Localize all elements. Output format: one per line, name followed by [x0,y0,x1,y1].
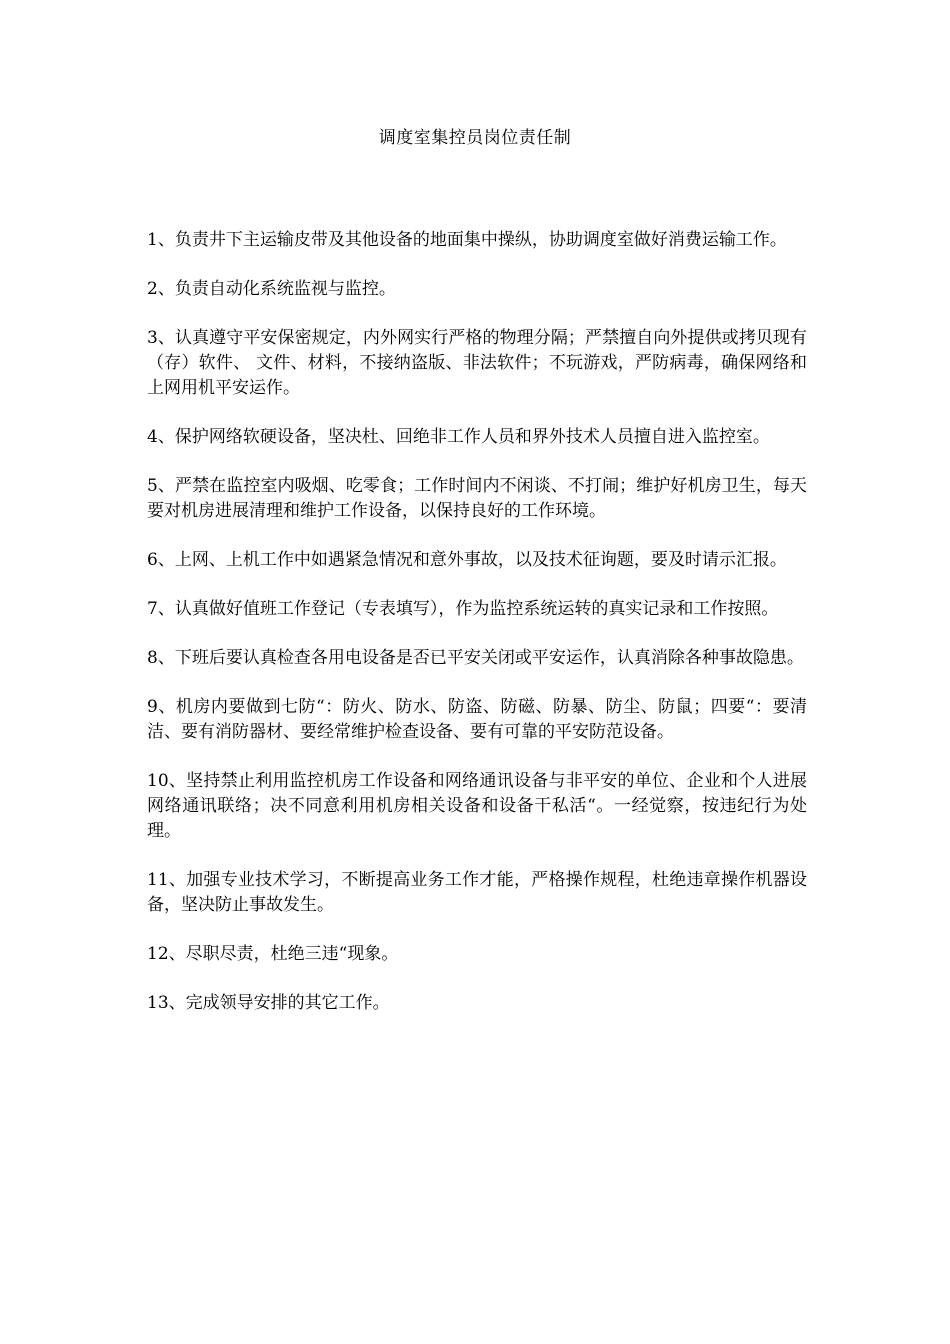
duty-item-13: 13、完成领导安排的其它工作。 [147,993,390,1013]
duty-item-11: 11、加强专业技术学习，不断提高业务工作才能，严格操作规程，杜绝违章操作机器设备，坚决防止事故发生。 [147,870,807,915]
duty-list [147,228,807,1040]
duty-item-6: 6、上网、上机工作中如遇紧急情况和意外事故，以及技术征询题，要及时请示汇报。 [147,550,787,570]
duty-item-8: 8、下班后要认真检查各用电设备是否已平安关闭或平安运作，认真消除各种事故隐患。 [147,648,804,668]
duty-item-4: 4、保护网络软硬设备，坚决杜、回绝非工作人员和界外技术人员擅自进入监控室。 [147,427,770,447]
duty-item-2: 2、负责自动化系统监视与监控。 [147,279,396,299]
duty-item-3: 3、认真遵守平安保密规定，内外网实行严格的物理分隔；严禁擅自向外提供或拷贝现有（存）软件、 文件、材料，不接纳盗版、非法软件；不玩游戏，严防病毒，确保网络和上网用机平安运作。 [147,328,807,398]
document-title: 调度室集控员岗位责任制 [378,128,572,148]
duty-item-5: 5、严禁在监控室内吸烟、吃零食；工作时间内不闲谈、不打闹；维护好机房卫生，每天要对机房进展清理和维护工作设备，以保持良好的工作环境。 [147,476,807,521]
duty-item-10: 10、坚持禁止利用监控机房工作设备和网络通讯设备与非平安的单位、企业和个人进展网络通讯联络；决不同意利用机房相关设备和设备干私活“。一经觉察，按违纪行为处理。 [147,771,807,841]
duty-item-12: 12、尽职尽责，杜绝三违“现象。 [147,944,399,964]
duty-item-7: 7、认真做好值班工作登记（专表填写），作为监控系统运转的真实记录和工作按照。 [147,599,779,619]
duty-item-1: 1、负责井下主运输皮带及其他设备的地面集中操纵，协助调度室做好消费运输工作。 [147,230,787,250]
duty-item-9: 9、机房内要做到七防“：防火、防水、防盗、防磁、防暴、防尘、防鼠；四要“：要清洁、要有消防器材、要经常维护检查设备、要有可靠的平安防范设备。 [147,697,807,742]
